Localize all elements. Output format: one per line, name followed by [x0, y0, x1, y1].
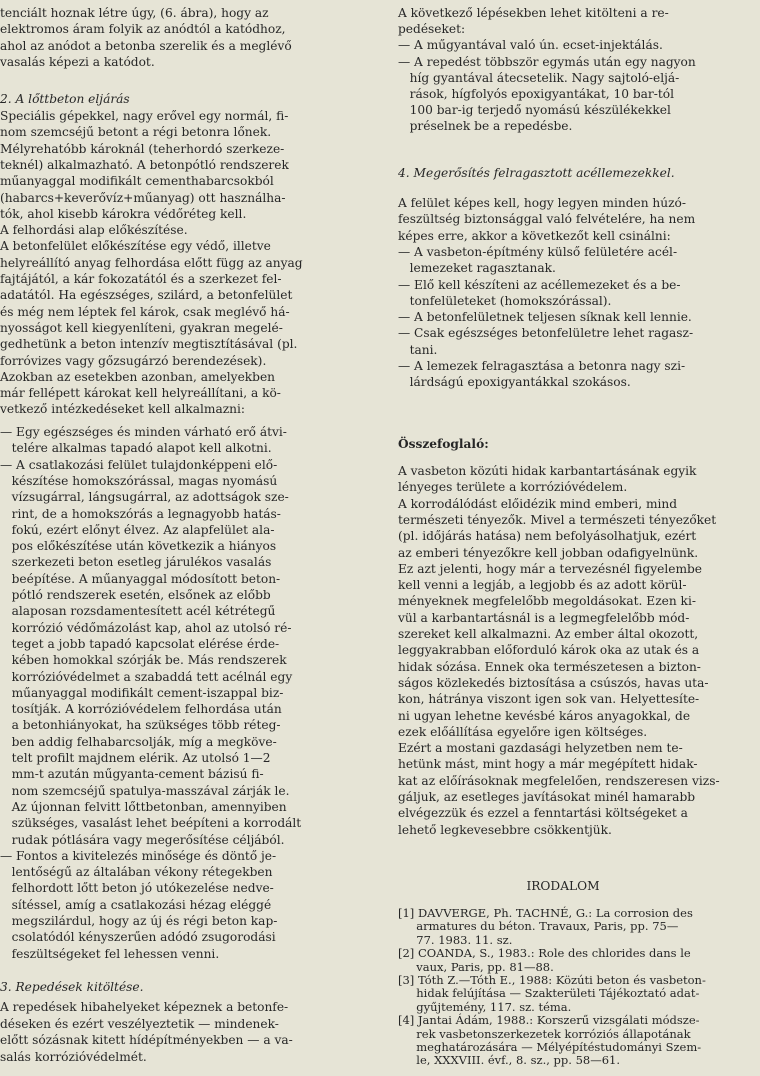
- paragraph-line: lényeges területe a korrózióvédelem.: [398, 480, 628, 495]
- paragraph-line: nyosságot kell kiegyenlíteni, gyakran megelé-: [0, 320, 283, 335]
- paragraph-line: Azokban az esetekben azonban, amelyekben: [0, 369, 276, 384]
- intro-line: pedéseket:: [398, 22, 466, 37]
- paragraph-line: ményeknek megfelelőbb megoldásokat. Ezen ki-: [398, 594, 696, 609]
- reference-line: gyűjtemény, 117. sz. téma.: [398, 999, 572, 1014]
- paragraph-line: kell venni a legjáb, a legjobb és az adott körül-: [398, 578, 687, 593]
- paragraph-line: feszültség biztonsággal való felvételére, ha nem: [398, 212, 696, 227]
- paragraph-line: A repedések hibahelyeket képeznek a betonfe-: [0, 1000, 289, 1014]
- paragraph-line: előtt sózásnak kitett hídépítményekben — a va-: [0, 1033, 293, 1047]
- bullet-line: ben addig felhabarcsolják, míg a megköve-: [0, 734, 277, 749]
- paragraph-line: kat az előírásoknak megfelelően, rendszeresen vizs-: [398, 773, 720, 788]
- paragraph-line: már fellépett károkat kell helyreállítani, a kö-: [0, 386, 281, 401]
- bullet-line: fokú, ezért előnyt élvez. Az alapfelület ala-: [0, 522, 275, 537]
- paragraph-line: tani.: [398, 342, 438, 357]
- paragraph-line: A felület képes kell, hogy legyen minden húzó-: [398, 196, 687, 210]
- paragraph-line: A felhordási alap előkészítése.: [0, 223, 188, 238]
- paragraph-line: ezek előállítása egyelőre igen költséges.: [398, 724, 648, 739]
- paragraph-line: hidak sózása. Ennek oka természetesen a bizton-: [398, 659, 701, 674]
- paragraph-line: ni ugyan lehetne kevésbé káros anyagokkal, de: [398, 708, 691, 723]
- paragraph-line: tonfelületeket (homokszórással).: [398, 293, 612, 308]
- reference-line: meghatározására — Mélyépítéstudományi Szem-: [398, 1040, 702, 1054]
- section-heading: 2. A lőttbeton eljárás: [0, 92, 130, 106]
- paragraph-line: vül a karbantartásnál is a legmegfelelőbb mód-: [398, 610, 690, 625]
- paragraph-line: természeti tényezők. Mivel a természeti tényezőket: [398, 512, 717, 527]
- bullet-line: telt profilt majdnem elérik. Az utolsó 1—2: [0, 751, 271, 765]
- reference-line: armatures du béton. Travaux, Paris, pp. 75—: [398, 919, 679, 934]
- paragraph-line: gáljuk, az esetleges javításokat minél hamarabb: [398, 790, 696, 804]
- bullet-line: feszültségeket fel lehessen venni.: [0, 946, 220, 961]
- intro-line: — A repedést többször egymás után egy nagyon: [398, 54, 696, 69]
- paragraph-line: Ez azt jelenti, hogy már a tervezésnél figyelembe: [398, 561, 703, 576]
- bullet-line: telére alkalmas tapadó alapot kell alkotni.: [0, 441, 272, 456]
- paragraph-line: lemezeket ragasztanak.: [398, 261, 556, 276]
- bullet-line: kében homokkal szórják be. Más rendszerek: [0, 653, 287, 668]
- bullet-line: Az újonnan felvitt lőttbetonban, amennyiben: [0, 799, 287, 814]
- bullet-line: pótló rendszerek esetén, elsőnek az előbb: [0, 588, 271, 602]
- paragraph-line: gedhetünk a beton intenzív megtisztításával (pl.: [0, 337, 298, 352]
- bullet-line: beépítése. A műanyaggal módosított beton-: [0, 571, 281, 586]
- paragraph-line: fajtájától, a kár fokozatától és a szerkezet fel-: [0, 272, 282, 286]
- bullet-line: megszilárdul, hogy az új és régi beton kap-: [0, 914, 278, 928]
- paragraph-line: helyreállító anyag felhordása előtt függ az anyag: [0, 255, 303, 270]
- section-heading: 3. Repedések kitöltése.: [0, 980, 144, 994]
- bullet-line: — Egy egészséges és minden várható erő átvi-: [0, 425, 287, 439]
- bullet-line: lentőségű az általában vékony rétegekben: [0, 865, 273, 880]
- intro-line: rások, hígfolyós epoxigyantákat, 10 bar-tól: [398, 87, 674, 101]
- paragraph-line: déseken és ezért veszélyeztetik — mindenek-: [0, 1016, 279, 1031]
- paragraph-line: és még nem léptek fel károk, csak meglévő há-: [0, 304, 290, 319]
- bullet-line: pos előkészítése után következik a hiányos: [0, 539, 277, 554]
- paragraph-line: (pl. időjárás hatása) nem befolyásolhatjuk, ezért: [398, 529, 697, 544]
- bullet-line: műanyaggal modifikált cement-iszappal biz-: [0, 685, 284, 700]
- paragraph-line: — A vasbeton-építmény külső felületére acél-: [398, 244, 678, 259]
- intro-line: híg gyantával átecsetelik. Nagy sajtoló-eljá-: [398, 70, 680, 85]
- reference-line: [4] Jantai Ádám, 1988.: Korszerű vizsgálati módsze-: [398, 1013, 700, 1028]
- bullet-line: felhordott lőtt beton jó utókezelése nedve-: [0, 881, 274, 896]
- paragraph-line: — A betonfelületnek teljesen síknak kell lennie.: [398, 310, 692, 325]
- reference-line: hidak felújítása — Szakterületi Tájékoztató adat-: [398, 986, 700, 1001]
- paragraph-line: lehető legkevesebbre csökkentjük.: [398, 822, 612, 837]
- intro-line: préselnek be a repedésbe.: [398, 119, 573, 134]
- paragraph-line: — Csak egészséges betonfelületre lehet ragasz-: [398, 326, 694, 341]
- paragraph-line: nom szemcséjű betont a régi betonra lőnek.: [0, 125, 272, 140]
- intro-line: ahol az anódot a betonba szerelik és a meglévő: [0, 38, 292, 53]
- paragraph-line: Ezért a mostani gazdasági helyzetben nem te-: [398, 741, 683, 756]
- paragraph-line: az emberi tényezőkre kell jobban odafigyelnünk.: [398, 545, 699, 560]
- bullet-line: rint, de a homokszórás a legnagyobb hatás-: [0, 506, 281, 521]
- paragraph-line: vetkező intézkedéseket kell alkalmazni:: [0, 402, 246, 417]
- paragraph-line: leggyakrabban előforduló károk oka az utak és a: [398, 643, 700, 658]
- paragraph-line: tók, ahol kisebb károkra védőréteg kell.: [0, 206, 247, 221]
- bullet-line: szerkezeti beton esetleg járulékos vasalás: [0, 555, 272, 570]
- intro-line: A következő lépésekben lehet kitölteni a re-: [398, 6, 669, 20]
- reference-line: vaux, Paris, pp. 81—88.: [398, 959, 554, 974]
- paragraph-line: adatától. Ha egészséges, szilárd, a betonfelület: [0, 288, 293, 303]
- paragraph-line: — A lemezek felragasztása a betonra nagy szi-: [398, 359, 686, 373]
- bullet-line: mm-t azután műgyanta-cement bázisú fi-: [0, 767, 264, 782]
- intro-line: elektromos áram folyik az anódtól a katódhoz,: [0, 22, 286, 37]
- bullet-line: szükséges, vasalást lehet beépíteni a korrodált: [0, 816, 302, 831]
- bullet-line: alaposan rozsdamentesített acél kétrétegű: [0, 604, 276, 619]
- reference-line: [3] Tóth Z.—Tóth E., 1988: Közúti beton és vasbeton-: [398, 973, 706, 987]
- bullet-line: rudak pótlására vagy megerősítése céljából.: [0, 832, 285, 847]
- bullet-line: sítéssel, amíg a csatlakozási hézag eléggé: [0, 897, 272, 912]
- reference-line: [1] DAVVERGE, Ph. TACHNÉ, G.: La corrosion des: [398, 906, 693, 920]
- bullet-line: teget a jobb tapadó kapcsolat elérése érde-: [0, 636, 280, 651]
- reference-line: [2] COANDA, S., 1983.: Role des chlorides dans le: [398, 946, 691, 961]
- intro-line: vasalás képezi a katódot.: [0, 54, 155, 69]
- intro-line: 100 bar-ig terjedő nyomású készülékekkel: [398, 103, 671, 118]
- paragraph-line: ságos közlekedés biztosítása a csúszós, havas uta-: [398, 675, 709, 690]
- paragraph-line: — Elő kell készíteni az acéllemezeket és a be-: [398, 277, 681, 292]
- bullet-line: csolatódól kényszerűen adódó zsugorodási: [0, 930, 276, 945]
- paragraph-line: A betonfelület előkészítése egy védő, illetve: [0, 239, 271, 254]
- bullet-line: nom szemcséjű spatulya-masszával zárják le.: [0, 783, 290, 798]
- bullet-line: — A csatlakozási felület tulajdonképpeni elő-: [0, 457, 278, 472]
- references-heading: IRODALOM: [526, 879, 600, 893]
- reference-line: le, XXXVIII. évf., 8. sz., pp. 58—61.: [398, 1053, 621, 1068]
- section-heading: 4. Megerősítés felragasztott acéllemezekkel.: [398, 166, 675, 180]
- paragraph-line: elvégezzük és ezzel a fenntartási költségeket a: [398, 806, 688, 821]
- reference-line: rek vasbetonszerkezetek korróziós állapotának: [398, 1026, 691, 1041]
- paragraph-line: lárdságú epoxigyantákkal szokásos.: [398, 375, 631, 390]
- reference-line: 77. 1983. 11. sz.: [398, 932, 513, 947]
- paragraph-line: salás korrózióvédelmét.: [0, 1049, 147, 1064]
- paragraph-line: kon, hátránya viszont igen sok van. Helyettesíte-: [398, 692, 700, 707]
- paragraph-line: teknél) alkalmazható. A betonpótló rendszerek: [0, 157, 289, 172]
- bullet-line: korrózióvédelmet a szabaddá tett acélnál egy: [0, 669, 293, 684]
- bullet-line: készítése homokszórással, magas nyomású: [0, 473, 278, 488]
- bullet-line: vízsugárral, lángsugárral, az adottságok sze-: [0, 490, 289, 505]
- summary-heading: Összefoglaló:: [398, 437, 489, 451]
- paragraph-line: Speciális gépekkel, nagy erővel egy normál, fi-: [0, 109, 289, 123]
- intro-line: tenciált hoznak létre úgy, (6. ábra), hogy az: [0, 6, 269, 20]
- paragraph-line: (habarcs+keverővíz+műanyag) ott használha-: [0, 190, 286, 205]
- intro-line: — A műgyantával való ún. ecset-injektálás.: [398, 38, 663, 53]
- bullet-line: tosítják. A korrózióvédelem felhordása után: [0, 702, 282, 717]
- paragraph-line: hetünk mást, mint hogy a már megépített hidak-: [398, 757, 698, 772]
- paragraph-line: szereket kell alkalmazni. Az ember által okozott,: [398, 627, 699, 641]
- bullet-line: a betonhiányokat, ha szükséges több réteg-: [0, 718, 281, 733]
- paragraph-line: A vasbeton közúti hidak karbantartásának egyik: [398, 464, 697, 478]
- paragraph-line: A korrodálódást előidézik mind emberi, mind: [398, 496, 678, 511]
- bullet-line: — Fontos a kivitelezés minősége és döntő je-: [0, 848, 277, 863]
- paragraph-line: Mélyrehatóbb károknál (teherhordó szerkeze-: [0, 141, 285, 156]
- paragraph-line: képes erre, akkor a következőt kell csinálni:: [398, 228, 671, 243]
- bullet-line: korrózió védőmázolást kap, ahol az utolsó ré-: [0, 620, 292, 635]
- paragraph-line: forróvizes vagy gőzsugárzó berendezések).: [0, 353, 267, 368]
- paragraph-line: műanyaggal modifikált cementhabarcsokból: [0, 174, 274, 189]
